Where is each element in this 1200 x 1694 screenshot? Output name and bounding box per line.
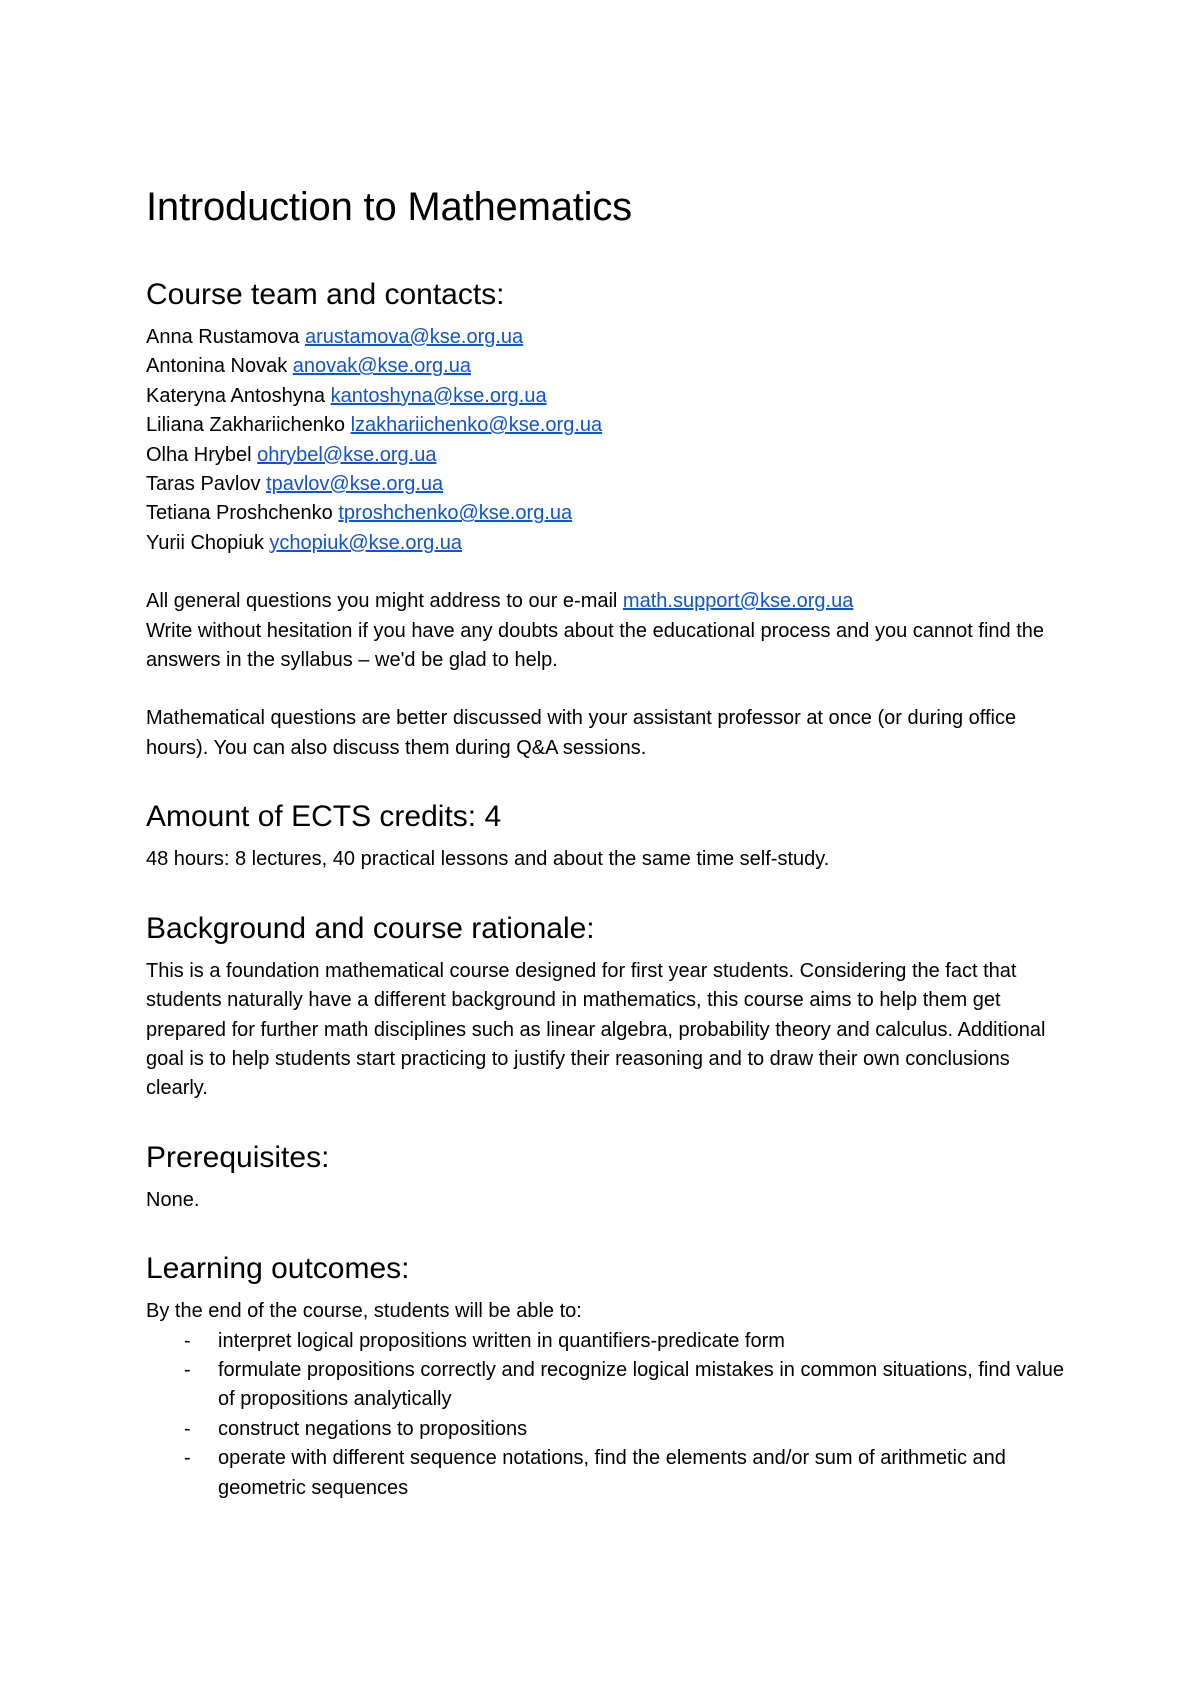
team-contact — [146, 529, 1070, 558]
document-title: Introduction to Mathematics — [146, 185, 632, 229]
contact-email-link[interactable]: anovak@kse.org.ua — [292, 355, 471, 378]
contact-name: Yurii Chopiuk — [146, 531, 264, 554]
prerequisites-text: None. — [146, 1188, 200, 1211]
team-contact — [146, 382, 1070, 411]
math-questions-paragraph: Mathematical questions are better discussed with your assistant professor at once (or during office hours). You can also discuss them during Q&A sessions. — [146, 707, 1017, 759]
list-item — [146, 1444, 1070, 1503]
contact-email-link[interactable]: ohrybel@kse.org.ua — [257, 443, 437, 466]
contact-name: Liliana Zakhariichenko — [146, 414, 346, 437]
general-questions-paragraph — [146, 587, 1070, 675]
bullet-dash: - — [184, 1329, 191, 1352]
learning-outcomes-section — [146, 1251, 1070, 1503]
list-item — [146, 1356, 1070, 1415]
ects-text: 48 hours: 8 lectures, 40 practical lessons and about the same time self-study. — [146, 848, 830, 871]
contact-email-link[interactable]: tproshchenko@kse.org.ua — [338, 502, 573, 525]
contact-email-link[interactable]: arustamova@kse.org.ua — [304, 326, 524, 348]
bullet-dash: - — [184, 1447, 191, 1470]
contact-email-link[interactable]: tpavlov@kse.org.ua — [266, 473, 444, 496]
background-heading: Background and course rationale: — [146, 911, 595, 945]
list-item — [146, 1327, 1070, 1356]
learning-outcomes-intro: By the end of the course, students will be able to: — [146, 1300, 582, 1323]
team-contact-list — [146, 323, 1070, 558]
course-team-heading: Course team and contacts: — [146, 278, 505, 311]
list-item-text: interpret logical propositions written in quantifiers-predicate form — [218, 1329, 785, 1352]
prerequisites-section — [146, 1140, 1070, 1215]
support-email-link[interactable]: math.support@kse.org.ua — [622, 590, 854, 613]
team-contact — [146, 499, 1070, 528]
background-section — [146, 911, 1070, 1104]
team-contact — [146, 411, 1070, 440]
contact-name: Tetiana Proshchenko — [146, 502, 333, 525]
team-contact — [146, 470, 1070, 499]
ects-section — [146, 799, 1070, 874]
list-item — [146, 1415, 1070, 1444]
contact-email-link[interactable]: kantoshyna@kse.org.ua — [330, 384, 547, 407]
contact-email-link[interactable]: lzakhariichenko@kse.org.ua — [350, 414, 603, 437]
contact-name: Taras Pavlov — [146, 473, 261, 496]
contact-name: Antonina Novak — [146, 355, 288, 378]
learning-outcomes-list — [146, 1327, 1070, 1503]
team-contact — [146, 323, 1070, 352]
general-questions-prefix: All general questions you might address to our e-mail — [146, 590, 618, 613]
list-item-text: formulate propositions correctly and recognize logical mistakes in common situations, find value of propositions analytically — [218, 1358, 1064, 1411]
list-item-text: construct negations to propositions — [218, 1417, 528, 1440]
contact-name: Kateryna Antoshyna — [146, 384, 326, 407]
contact-email-link[interactable]: ychopiuk@kse.org.ua — [269, 531, 463, 554]
contact-name: Olha Hrybel — [146, 443, 252, 466]
course-team-section — [146, 277, 1070, 763]
general-questions-text: Write without hesitation if you have any doubts about the educational process and you cannot find the answers in the syllabus – we'd be glad to help. — [146, 619, 1044, 672]
team-contact — [146, 441, 1070, 470]
bullet-dash: - — [184, 1358, 191, 1381]
team-contact — [146, 352, 1070, 381]
list-item-text: operate with different sequence notations, find the elements and/or sum of arithmetic and geometric sequences — [218, 1447, 1006, 1499]
learning-outcomes-heading: Learning outcomes: — [146, 1252, 410, 1286]
ects-heading: Amount of ECTS credits: 4 — [146, 800, 502, 834]
prerequisites-heading: Prerequisites: — [146, 1140, 330, 1174]
contact-name: Anna Rustamova — [146, 326, 300, 348]
bullet-dash: - — [184, 1417, 191, 1440]
background-text: This is a foundation mathematical course designed for first year students. Considering the fact that students naturally have a different background in mathematics, this course aims to help them get prepared for further math disciplines such as linear algebra, probability theory and calculus. Additional goal is to help students start practicing to justify their reasoning and to draw their own conclusions clearly. — [146, 959, 1046, 1100]
